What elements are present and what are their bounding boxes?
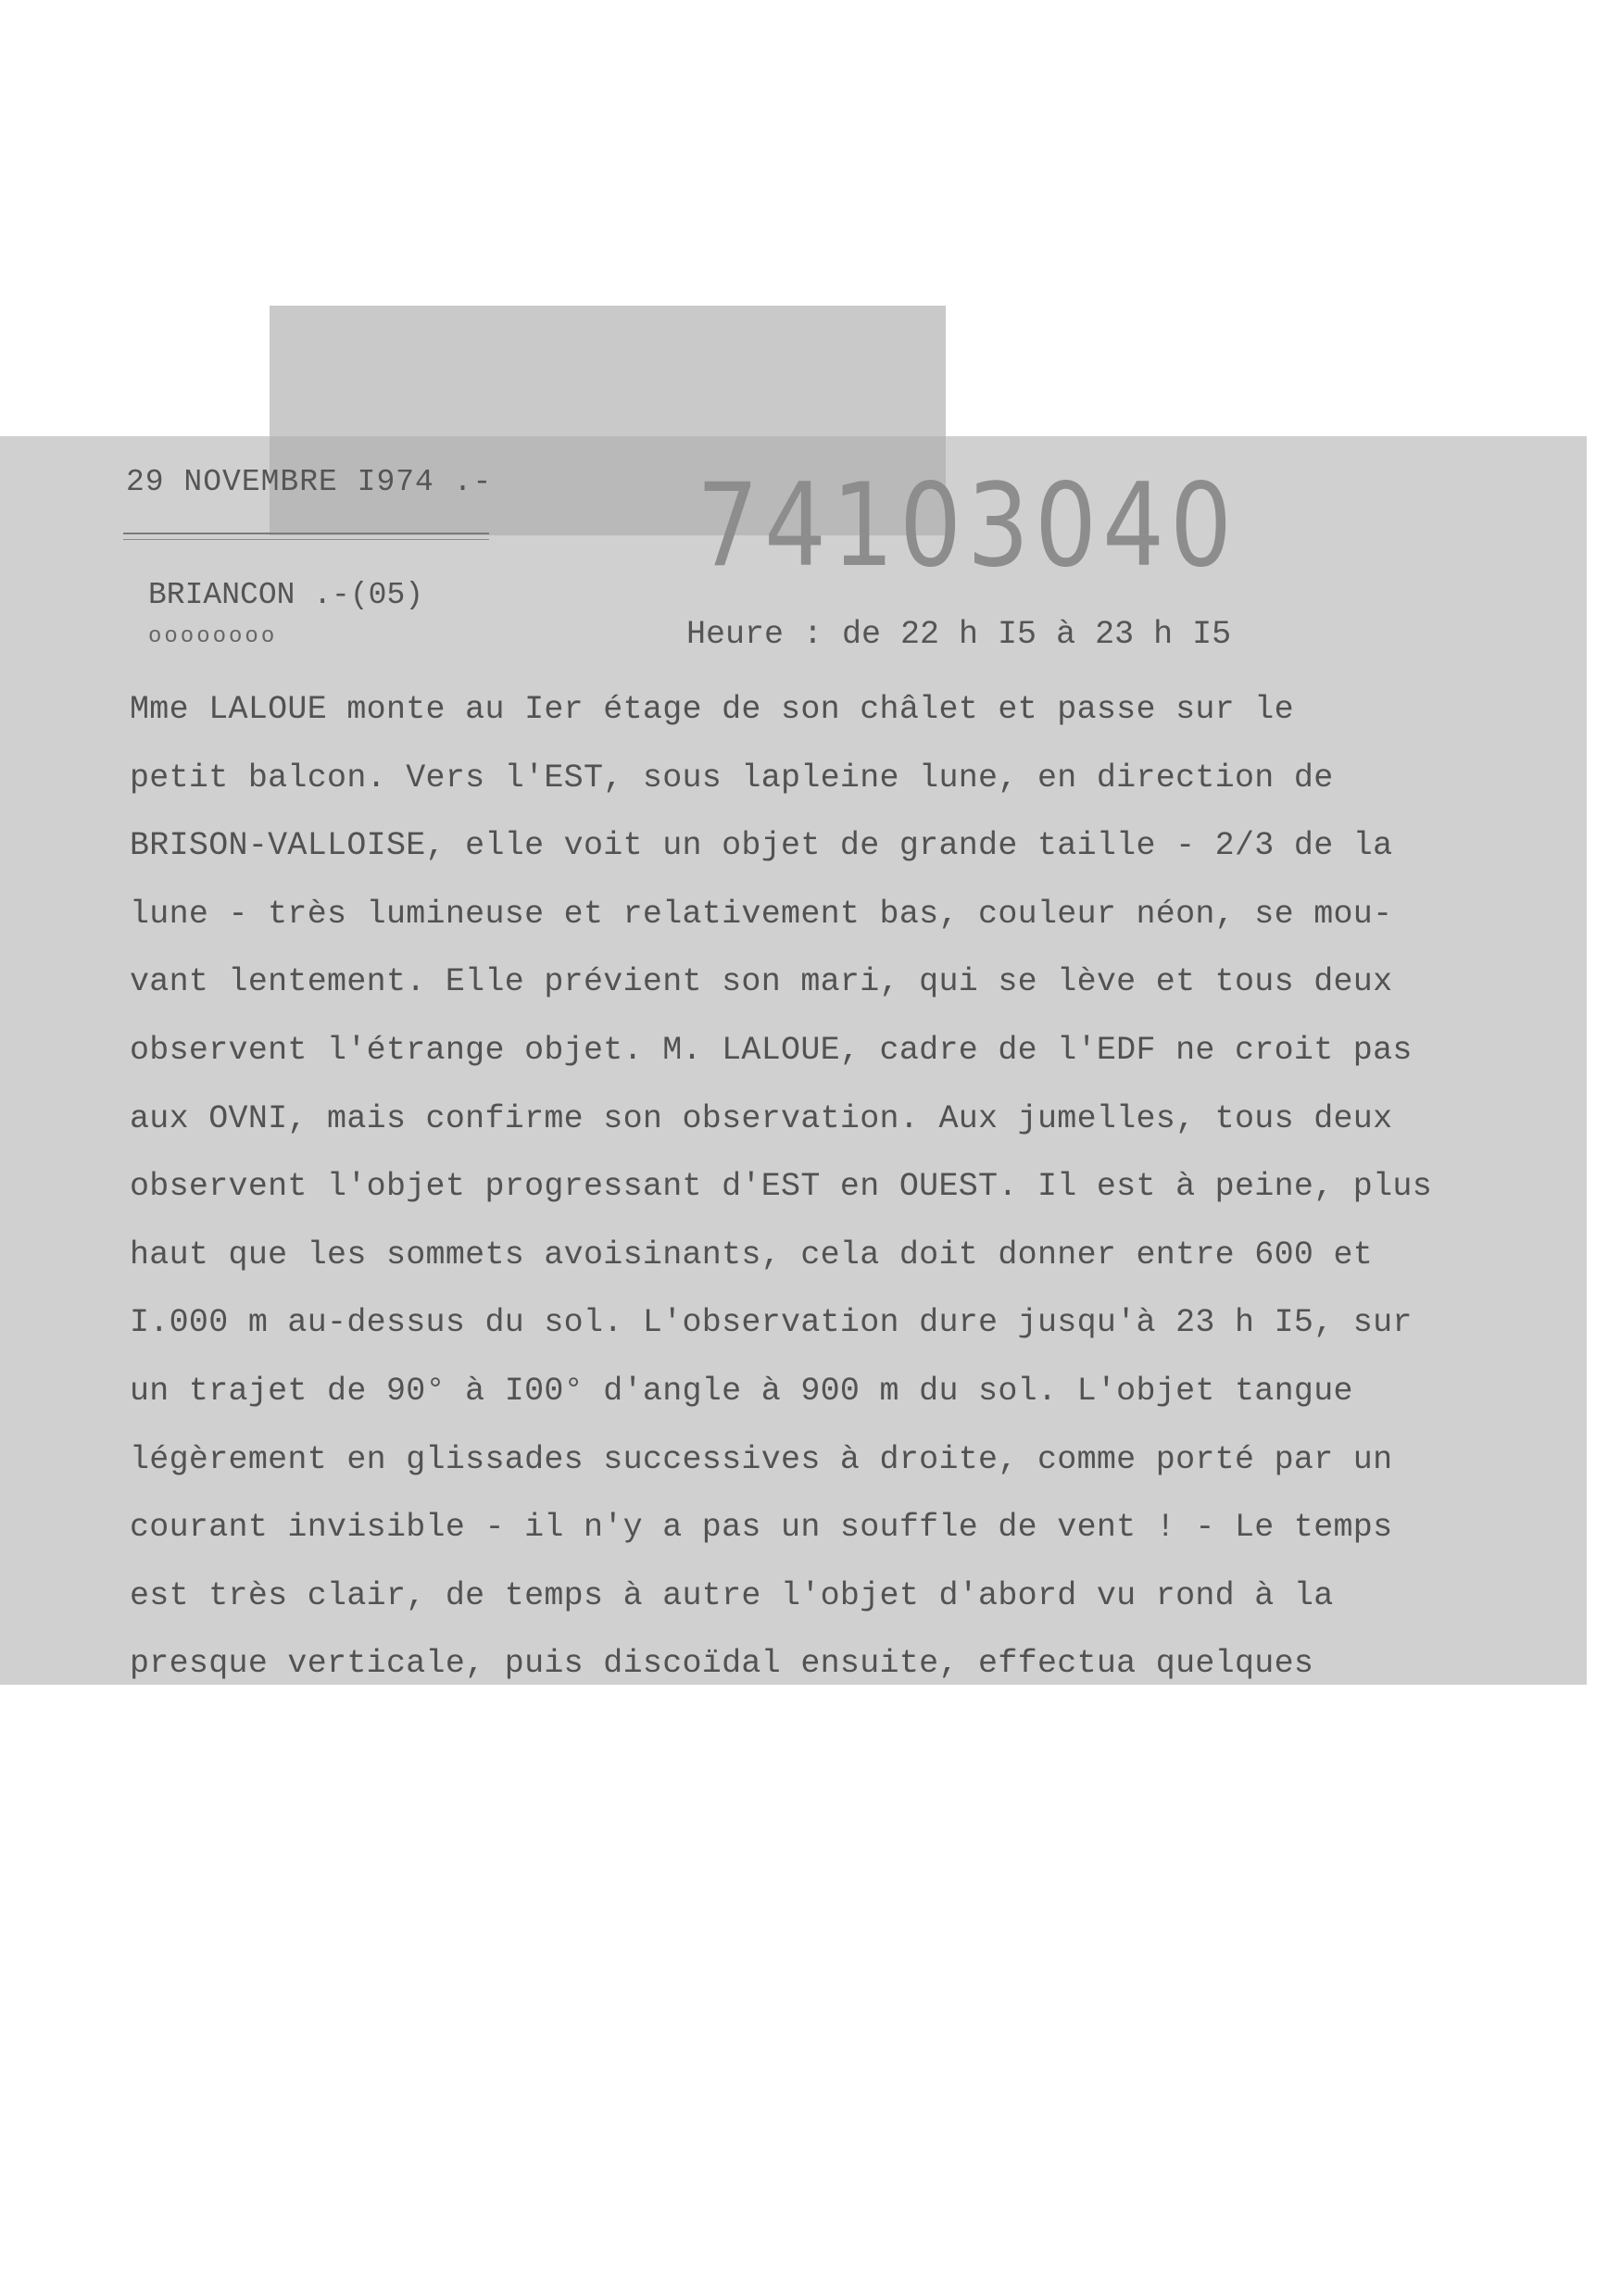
body-line: Mme LALOUE monte au Ier étage de son châlet et passe sur le	[130, 691, 1294, 728]
observation-time: Heure : de 22 h I5 à 23 h I5	[686, 616, 1232, 653]
body-line: aux OVNI, mais confirme son observation. Aux jumelles, tous deux	[130, 1099, 1393, 1137]
date-underline-secondary	[123, 539, 489, 540]
body-line: petit balcon. Vers l'EST, sous lapleine lune, en direction de	[130, 759, 1334, 797]
body-line: vant lentement. Elle prévient son mari, qui se lève et tous deux	[130, 963, 1393, 1001]
date-underline	[123, 533, 489, 534]
report-location: BRIANCON .-(05)	[148, 578, 424, 612]
body-line: un trajet de 90° à I00° d'angle à 900 m du sol. L'objet tangue	[130, 1372, 1353, 1410]
body-line: lune - très lumineuse et relativement bas, couleur néon, se mou-	[130, 895, 1393, 933]
body-line: I.000 m au-dessus du sol. L'observation dure jusqu'à 23 h I5, sur	[130, 1304, 1413, 1342]
reference-number-stamp: 74103040	[697, 459, 1238, 593]
body-line: observent l'objet progressant d'EST en OUEST. Il est à peine, plus	[130, 1168, 1433, 1206]
report-date: 29 NOVEMBRE I974 .-	[126, 465, 493, 499]
location-underline: oooooooo	[148, 624, 278, 649]
body-line: haut que les sommets avoisinants, cela doit donner entre 600 et	[130, 1236, 1374, 1273]
body-line: presque verticale, puis discoïdal ensuite, effectua quelques	[130, 1645, 1314, 1683]
body-line: légèrement en glissades successives à droite, comme porté par un	[130, 1440, 1393, 1478]
body-line: est très clair, de temps à autre l'objet d'abord vu rond à la	[130, 1576, 1334, 1614]
body-line: courant invisible - il n'y a pas un souffle de vent ! - Le temps	[130, 1509, 1393, 1547]
report-body	[130, 676, 1575, 1699]
body-line: observent l'étrange objet. M. LALOUE, cadre de l'EDF ne croit pas	[130, 1031, 1413, 1069]
body-line: BRISON-VALLOISE, elle voit un objet de grande taille - 2/3 de la	[130, 827, 1393, 865]
